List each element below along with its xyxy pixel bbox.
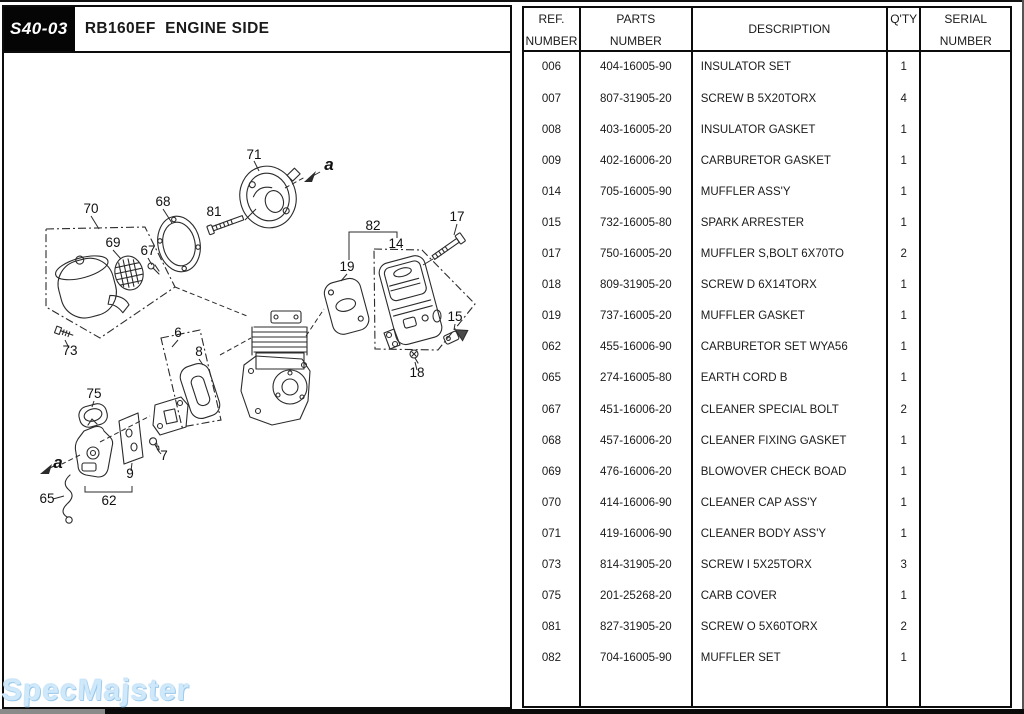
cell-desc: MUFFLER GASKET (692, 301, 887, 332)
cell-part: 403-16005-20 (580, 115, 692, 146)
engine-block-part (241, 311, 310, 425)
col-header-qty (887, 7, 921, 51)
cell-qty: 1 (887, 146, 921, 177)
cell-ref: 075 (541, 589, 562, 602)
cell-part: 476-16006-20 (580, 457, 692, 488)
table-row (523, 332, 1011, 363)
cell-part: 809-31905-20 (580, 270, 692, 301)
cell-ref: 073 (541, 558, 562, 571)
cell-serial (920, 239, 1011, 270)
cell-desc: SPARK ARRESTER (692, 208, 887, 239)
cell-serial (920, 51, 1011, 84)
carburetor-gasket-part (119, 413, 143, 464)
cell-ref: 069 (541, 465, 562, 478)
cell-desc: CARBURETOR GASKET (692, 146, 887, 177)
table-row (523, 84, 1011, 115)
cell-serial (920, 208, 1011, 239)
exploded-diagram (4, 53, 510, 707)
col-header-parts-line2: NUMBER (609, 33, 662, 48)
cell-serial (920, 301, 1011, 332)
cell-part: 814-31905-20 (580, 550, 692, 581)
panel-header (4, 7, 510, 53)
cell-ref: 065 (541, 372, 562, 385)
cell-desc: SCREW D 6X14TORX (692, 270, 887, 301)
cell-part: 455-16006-90 (580, 332, 692, 363)
callout-label-8: 8 (195, 344, 203, 359)
col-header-qty-text: Q'TY (890, 12, 918, 26)
cell-qty: 1 (887, 488, 921, 519)
insulator-gasket-part (177, 361, 222, 422)
check-board-part (112, 253, 146, 292)
carburetor-part (75, 419, 112, 477)
table-row (523, 581, 1011, 612)
diagram-panel (2, 5, 512, 709)
cell-part: 704-16005-90 (580, 643, 692, 674)
parts-table (522, 6, 1012, 708)
table-row (523, 146, 1011, 177)
cell-ref: 067 (541, 403, 562, 416)
cell-serial (920, 426, 1011, 457)
table-row (523, 612, 1011, 643)
callout-label-75: 75 (86, 386, 102, 401)
col-header-ref (523, 7, 580, 51)
cell-ref: 017 (541, 248, 562, 261)
cell-serial (920, 519, 1011, 550)
cell-part: 201-25268-20 (580, 581, 692, 612)
callout-label-arrow-a: a (53, 453, 63, 472)
cell-desc: SCREW I 5X25TORX (692, 550, 887, 581)
cell-ref: 081 (541, 620, 562, 633)
cell-serial (920, 581, 1011, 612)
table-row (523, 457, 1011, 488)
cell-qty: 1 (887, 301, 921, 332)
parts-table-header (523, 7, 1011, 51)
table-row (523, 51, 1011, 84)
cell-serial (920, 177, 1011, 208)
cell-desc: INSULATOR GASKET (692, 115, 887, 146)
cell-desc: MUFFLER S,BOLT 6X70TO (692, 239, 887, 270)
cell-part: 705-16005-90 (580, 177, 692, 208)
callout-label-9: 9 (126, 466, 134, 481)
cleaner-cap-assy-part (233, 157, 312, 234)
section-code-badge: S40-03 (4, 7, 75, 51)
cell-serial (920, 643, 1011, 674)
callout-label-69: 69 (105, 235, 121, 250)
cell-part: 414-16006-90 (580, 488, 692, 519)
cell-desc: CLEANER BODY ASS'Y (692, 519, 887, 550)
table-filler-row (523, 674, 1011, 707)
cell-ref: 014 (541, 186, 562, 199)
cell-qty: 1 (887, 270, 921, 301)
col-header-ref-line1: REF. (538, 11, 565, 26)
spark-arrester-part (443, 325, 471, 347)
cell-desc: SCREW B 5X20TORX (692, 84, 887, 115)
cell-part: 404-16005-90 (580, 51, 692, 84)
filler-cell (523, 674, 580, 707)
cell-ref: 071 (541, 527, 562, 540)
cell-ref: 018 (541, 279, 562, 292)
muffler-bolt-part (430, 233, 465, 262)
cell-qty: 1 (887, 363, 921, 394)
cell-part: 457-16006-20 (580, 426, 692, 457)
cell-ref: 015 (541, 217, 562, 230)
insulator-part (153, 397, 188, 435)
col-header-ref-line2: NUMBER (525, 33, 578, 48)
cell-desc: MUFFLER SET (692, 643, 887, 674)
page-bottom-edge (0, 709, 1024, 714)
cell-qty: 4 (887, 84, 921, 115)
table-row (523, 426, 1011, 457)
cell-ref: 019 (541, 310, 562, 323)
col-header-parts (580, 7, 692, 51)
cell-desc: INSULATOR SET (692, 51, 887, 84)
cell-qty: 2 (887, 239, 921, 270)
cell-serial (920, 612, 1011, 643)
cell-qty: 1 (887, 115, 921, 146)
cell-serial (920, 115, 1011, 146)
callout-label-15: 15 (447, 309, 463, 324)
cell-part: 419-16006-90 (580, 519, 692, 550)
cell-serial (920, 332, 1011, 363)
cell-serial (920, 457, 1011, 488)
callout-label-arrow-a: a (324, 155, 334, 174)
page-top-edge (0, 0, 1024, 2)
filler-cell (920, 674, 1011, 707)
cell-part: 451-16006-20 (580, 395, 692, 426)
table-row (523, 550, 1011, 581)
cell-serial (920, 146, 1011, 177)
cell-desc: EARTH CORD B (692, 363, 887, 394)
cell-desc: SCREW O 5X60TORX (692, 612, 887, 643)
cell-qty: 1 (887, 51, 921, 84)
cell-desc: MUFFLER ASS'Y (692, 177, 887, 208)
col-header-serial-line2: NUMBER (939, 33, 992, 48)
exploded-diagram-svg (4, 53, 510, 707)
cell-serial (920, 550, 1011, 581)
cell-desc: CLEANER SPECIAL BOLT (692, 395, 887, 426)
cell-part: 274-16005-80 (580, 363, 692, 394)
cell-serial (920, 270, 1011, 301)
cell-serial (920, 363, 1011, 394)
page-title: RB160EF ENGINE SIDE (84, 20, 270, 37)
callout-label-14: 14 (388, 236, 404, 251)
cell-part: 807-31905-20 (580, 84, 692, 115)
filler-cell (692, 674, 887, 707)
cell-qty: 2 (887, 395, 921, 426)
cell-desc: CARB COVER (692, 581, 887, 612)
table-row (523, 488, 1011, 519)
cell-ref: 007 (541, 92, 562, 105)
cell-part: 737-16005-20 (580, 301, 692, 332)
callout-label-71: 71 (246, 147, 262, 162)
table-row (523, 301, 1011, 332)
table-row (523, 177, 1011, 208)
cell-part: 732-16005-80 (580, 208, 692, 239)
table-row (523, 519, 1011, 550)
cell-qty: 1 (887, 208, 921, 239)
cell-qty: 1 (887, 457, 921, 488)
table-row (523, 395, 1011, 426)
muffler-gasket-part (322, 276, 371, 337)
cell-ref: 070 (541, 496, 562, 509)
cell-part: 402-16006-20 (580, 146, 692, 177)
cell-qty: 3 (887, 550, 921, 581)
callout-label-62: 62 (101, 493, 117, 508)
cleaner-body-part (52, 247, 131, 327)
col-header-serial (920, 7, 1011, 51)
callout-label-73: 73 (62, 343, 78, 358)
filler-cell (887, 674, 921, 707)
cell-serial (920, 84, 1011, 115)
callout-label-70: 70 (83, 201, 99, 216)
cell-part: 827-31905-20 (580, 612, 692, 643)
callout-label-81: 81 (206, 204, 222, 219)
table-row (523, 363, 1011, 394)
table-row (523, 270, 1011, 301)
cleaner-gasket-part (153, 212, 206, 276)
cell-ref: 062 (541, 341, 562, 354)
col-header-serial-line1: SERIAL (944, 11, 988, 26)
callout-label-19: 19 (339, 259, 355, 274)
cleaner-bolt-part (148, 263, 159, 274)
table-row (523, 208, 1011, 239)
parts-table-body (523, 51, 1011, 707)
table-row (523, 115, 1011, 146)
col-header-parts-line1: PARTS (616, 11, 656, 26)
cell-ref: 006 (541, 61, 562, 74)
filler-cell (580, 674, 692, 707)
assembly-connector-lines (62, 177, 324, 464)
callout-label-68: 68 (155, 194, 171, 209)
cell-ref: 009 (541, 155, 562, 168)
cell-part: 750-16005-20 (580, 239, 692, 270)
cell-desc: CARBURETOR SET WYA56 (692, 332, 887, 363)
cell-ref: 068 (541, 434, 562, 447)
callout-label-65: 65 (39, 491, 55, 506)
cell-qty: 1 (887, 581, 921, 612)
earth-cord-part (63, 475, 72, 523)
callout-label-18: 18 (409, 365, 425, 380)
leader-lines (53, 161, 457, 499)
table-row (523, 643, 1011, 674)
table-row (523, 239, 1011, 270)
cell-qty: 1 (887, 519, 921, 550)
direction-arrow-a-top (304, 171, 320, 182)
callout-label-17: 17 (449, 209, 465, 224)
cell-qty: 1 (887, 426, 921, 457)
cell-qty: 2 (887, 612, 921, 643)
muffler-part (377, 253, 444, 349)
cell-serial (920, 488, 1011, 519)
col-header-description: DESCRIPTION (692, 7, 887, 51)
cell-ref: 008 (541, 123, 562, 136)
cell-desc: CLEANER CAP ASS'Y (692, 488, 887, 519)
watermark: SpecMajster (1, 674, 191, 707)
cell-ref: 082 (541, 652, 562, 665)
callout-label-6: 6 (174, 325, 182, 340)
cell-qty: 1 (887, 177, 921, 208)
callout-label-7: 7 (160, 448, 168, 463)
cell-qty: 1 (887, 332, 921, 363)
screw-18-part (410, 350, 418, 363)
screw-73-part (55, 326, 74, 339)
carb-cover-part (77, 402, 109, 430)
cell-serial (920, 395, 1011, 426)
callout-label-67: 67 (140, 243, 156, 258)
cell-desc: BLOWOVER CHECK BOAD (692, 457, 887, 488)
cell-qty: 1 (887, 643, 921, 674)
callout-label-82: 82 (365, 218, 381, 233)
cell-desc: CLEANER FIXING GASKET (692, 426, 887, 457)
